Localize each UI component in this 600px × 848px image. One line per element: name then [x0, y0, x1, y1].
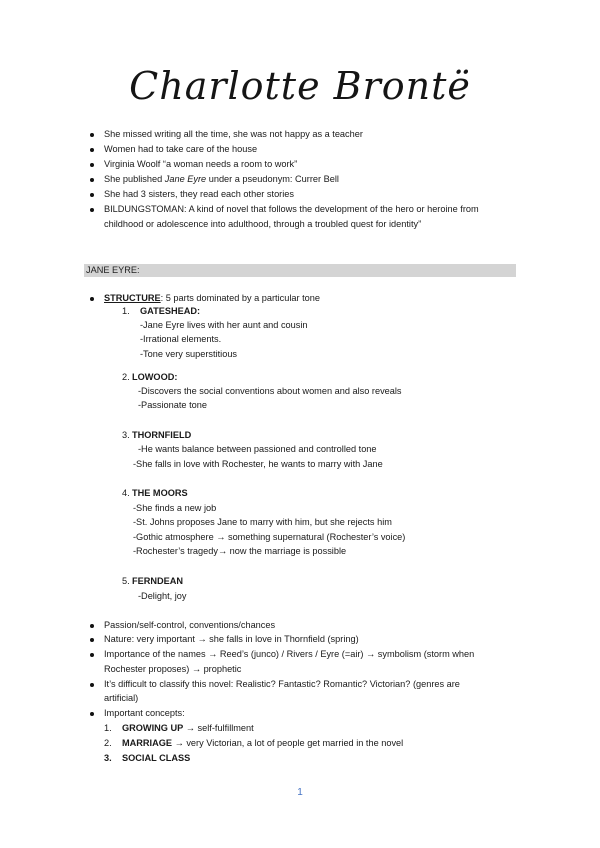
part-name: FERNDEAN — [132, 576, 184, 586]
structure-line: STRUCTURE: 5 parts dominated by a particular tone — [104, 293, 320, 303]
part-line: -Passionate tone — [138, 400, 207, 410]
part-name: LOWOOD: — [132, 372, 178, 382]
concept-number: 1. — [104, 723, 112, 733]
part-number: 4. — [122, 488, 130, 498]
bullet-dot — [90, 712, 94, 716]
later-bullet-4-line1: It’s difficult to classify this novel: Realistic? Fantastic? Romantic? Victorian? (genres are — [104, 679, 460, 689]
part-line: -Delight, joy — [138, 591, 187, 601]
bullet-dot — [90, 653, 94, 657]
part-number: 3. — [122, 430, 130, 440]
part-line: -She finds a new job — [133, 503, 217, 513]
bullet-dot — [90, 683, 94, 687]
later-bullet-2: Nature: very important → she falls in love in Thornfield (spring) — [104, 634, 359, 644]
section-heading-bar — [84, 264, 516, 277]
part-line: -Irrational elements. — [140, 334, 222, 344]
bullet-dot — [90, 208, 94, 212]
italic-title: Jane Eyre — [164, 174, 207, 184]
page-title: Charlotte Brontë — [129, 64, 471, 108]
part-name: GATESHEAD: — [140, 306, 201, 316]
part-line: -St. Johns proposes Jane to marry with him, but she rejects him — [133, 517, 392, 527]
bullet-dot — [90, 163, 94, 167]
bullet-dot — [90, 297, 94, 301]
part-line: -Tone very superstitious — [140, 349, 238, 359]
later-bullet-1: Passion/self-control, conventions/chances — [104, 620, 276, 630]
later-bullet-3-line2: Rochester proposes) → prophetic — [104, 664, 242, 674]
part-name: THORNFIELD — [132, 430, 192, 440]
structure-label: STRUCTURE — [104, 293, 161, 303]
part-line: -He wants balance between passioned and controlled tone — [138, 444, 377, 454]
later-bullet-5: Important concepts: — [104, 708, 185, 718]
part-number: 2. — [122, 372, 130, 382]
later-bullet-3-line1: Importance of the names → Reed’s (junco) / Rivers / Eyre (=air) → symbolism (storm when — [104, 649, 475, 659]
intro-bullet-5: She had 3 sisters, they read each other stories — [104, 189, 294, 199]
intro-bullet-1: She missed writing all the time, she was not happy as a teacher — [104, 129, 363, 139]
intro-bullet-2: Women had to take care of the house — [104, 144, 258, 154]
concept-item: MARRIAGE → very Victorian, a lot of people get married in the novel — [122, 738, 404, 748]
part-number: 5. — [122, 576, 130, 586]
part-line: -Gothic atmosphere → something supernatural (Rochester’s voice) — [133, 532, 406, 542]
later-bullet-4-line2: artificial) — [104, 693, 139, 703]
bullet-dot — [90, 638, 94, 642]
concept-item: SOCIAL CLASS — [122, 753, 191, 763]
bullet-dot — [90, 133, 94, 137]
concept-number: 3. — [104, 753, 112, 763]
part-line: -She falls in love with Rochester, he wants to marry with Jane — [133, 459, 383, 469]
bullet-dot — [90, 148, 94, 152]
concept-item: GROWING UP → self-fulfillment — [122, 723, 254, 733]
bullet-dot — [90, 624, 94, 628]
bullet-dot — [90, 193, 94, 197]
part-number: 1. — [122, 306, 130, 316]
part-name: THE MOORS — [132, 488, 188, 498]
concept-number: 2. — [104, 738, 112, 748]
bullet-dot — [90, 178, 94, 182]
intro-bullet-6-line1: BILDUNGSTOMAN: A kind of novel that follows the development of the hero or heroine from — [104, 204, 479, 214]
intro-bullet-3: Virginia Woolf “a woman needs a room to work” — [104, 159, 298, 169]
section-heading: JANE EYRE: — [86, 265, 140, 275]
intro-bullet-6-line2: childhood or adolescence into adulthood, through a troubled quest for identity” — [104, 219, 422, 229]
intro-bullet-4: She published Jane Eyre under a pseudonym: Currer Bell — [104, 174, 339, 184]
page-number: 1 — [297, 787, 303, 798]
part-line: -Jane Eyre lives with her aunt and cousin — [140, 320, 308, 330]
part-line: -Rochester’s tragedy→ now the marriage is possible — [133, 546, 347, 556]
part-line: -Discovers the social conventions about women and also reveals — [138, 386, 402, 396]
